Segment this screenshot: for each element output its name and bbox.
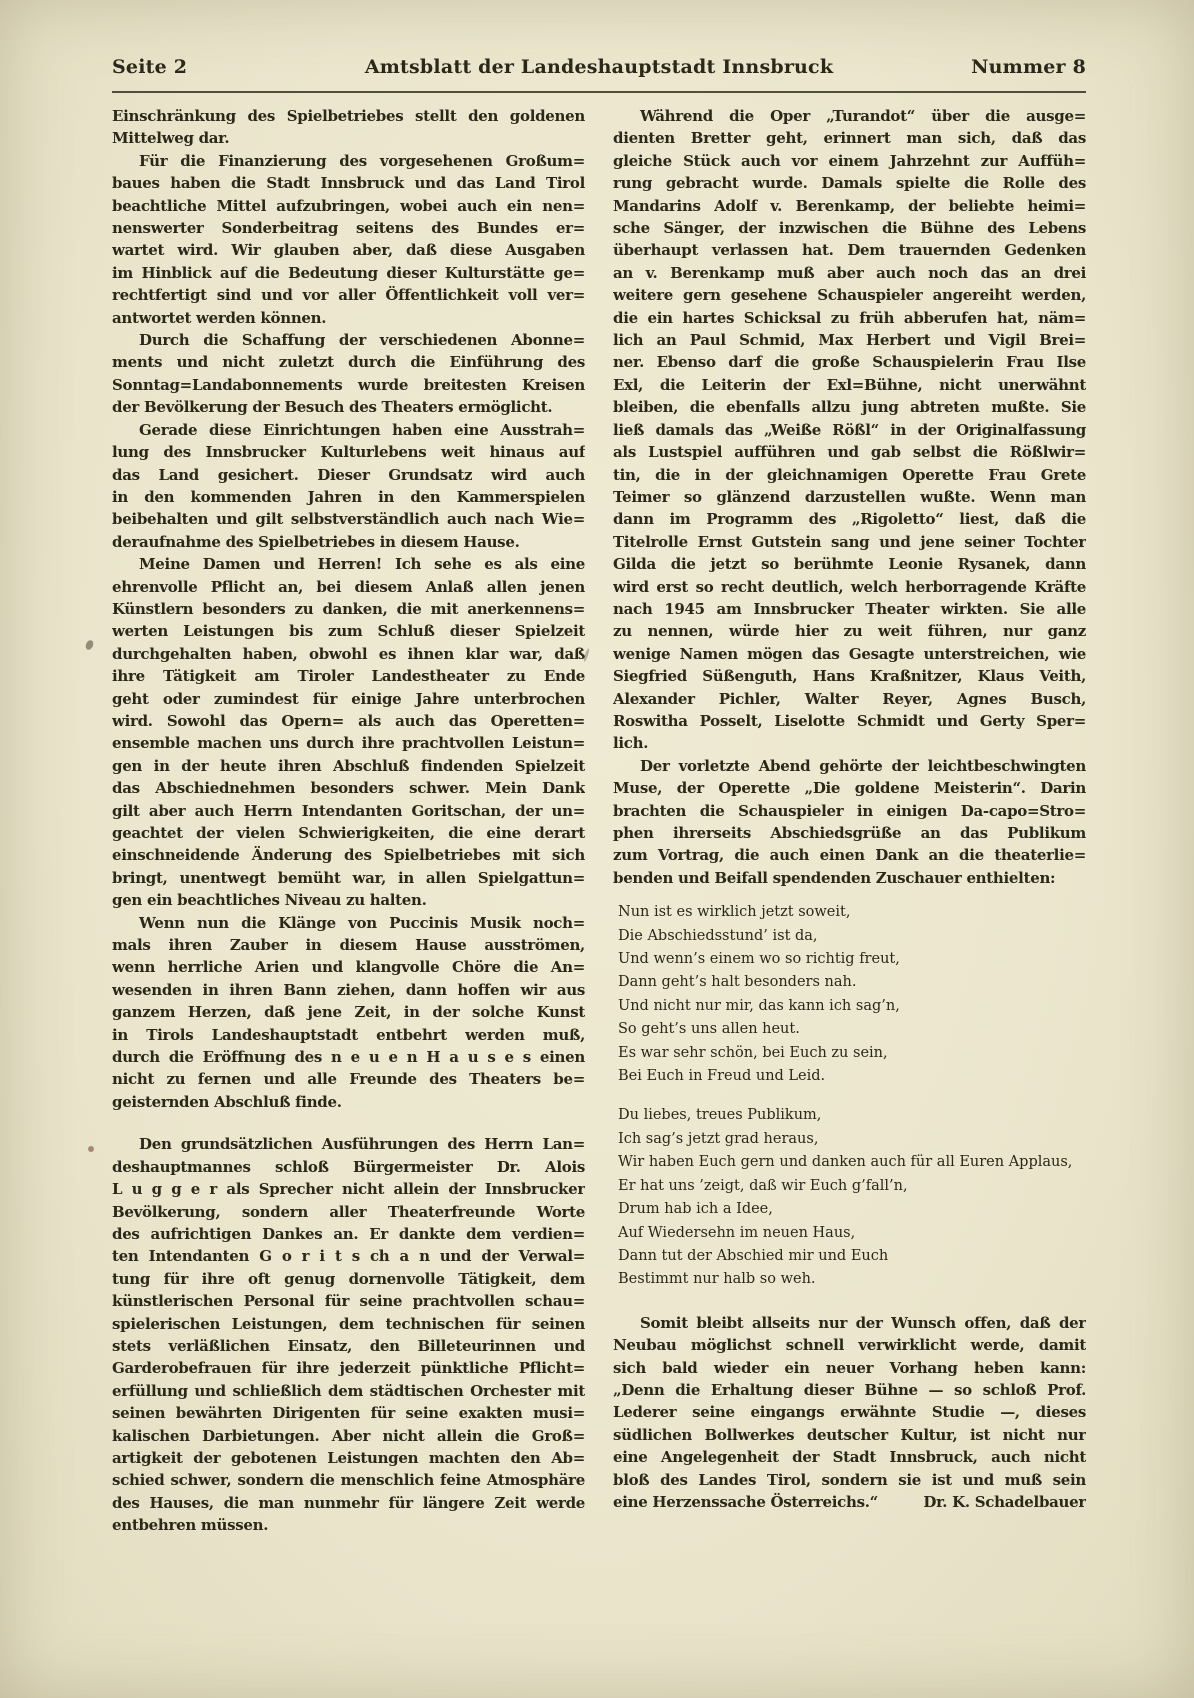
paragraph xyxy=(112,419,585,553)
text-line: Bevölkerung, sondern aller Theaterfreunde Worte xyxy=(112,1202,585,1221)
text-line: Der vorletzte Abend gehörte der leichtbeschwingten xyxy=(640,756,1086,775)
article-body xyxy=(112,105,1086,1537)
text-line: Während die Oper „Turandot“ über die ausge= xyxy=(640,107,1086,125)
text-line: dann im Programm des „Rigoletto“ liest, daß die xyxy=(613,510,1086,529)
text-line: deraufnahme des Spielbetriebes in diesem Hause. xyxy=(112,532,520,551)
text-line: ments und nicht zuletzt durch die Einführung des xyxy=(112,353,585,372)
paragraph xyxy=(613,105,1086,755)
left-column xyxy=(112,105,585,1537)
text-line: Für die Finanzierung des vorgesehenen Großum= xyxy=(139,151,585,170)
right-column xyxy=(613,105,1086,1537)
text-line: mals ihren Zauber in diesem Hause ausströmen, xyxy=(112,936,585,955)
text-line: gleiche Stück auch vor einem Jahrzehnt zur Auffüh= xyxy=(613,151,1086,170)
text-line: der Bevölkerung der Besuch des Theaters ermöglicht. xyxy=(112,398,553,417)
text-line: Drum hab ich a Idee, xyxy=(618,1201,773,1218)
paragraph xyxy=(112,150,585,329)
text-line: als Lustspiel aufführen und gab selbst die Rößlwir= xyxy=(613,443,1086,462)
text-line: phen ihrerseits Abschiedsgrüße an das Publikum xyxy=(613,824,1086,842)
text-line: seinen bewährten Dirigenten für seine exakten musi= xyxy=(112,1404,585,1423)
page-number: Seite 2 xyxy=(112,56,188,78)
text-line: So geht’s uns allen heut. xyxy=(618,1021,800,1038)
page-header xyxy=(112,56,1086,78)
text-line: Alexander Pichler, Walter Reyer, Agnes Busch, xyxy=(613,689,1086,708)
text-line: Somit bleibt allseits nur der Wunsch offen, daß der xyxy=(640,1313,1086,1332)
text-line: ner. Ebenso darf die große Schauspielerin Frau Ilse xyxy=(613,353,1086,372)
text-line: werten Leistungen bis zum Schluß dieser Spielzeit xyxy=(112,622,585,641)
text-line: Gerade diese Einrichtungen haben eine Ausstrah= xyxy=(139,420,585,439)
text-line: Nun ist es wirklich jetzt soweit, xyxy=(618,904,851,921)
text-line: Und nicht nur mir, das kann ich sag’n, xyxy=(618,997,900,1014)
text-line: künstlerischen Personal für seine prachtvollen schau= xyxy=(112,1292,585,1311)
text-line: ließ damals das „Weiße Rößl“ in der Originalfassung xyxy=(613,420,1086,439)
text-line: geachtet der vielen Schwierigkeiten, die eine derart xyxy=(112,824,585,842)
text-line: deshauptmannes schloß Bürgermeister Dr. Alois xyxy=(112,1157,585,1176)
paragraph xyxy=(112,553,585,912)
text-line: an v. Berenkamp muß aber auch noch das an drei xyxy=(613,263,1086,282)
text-line: stets verläßlichen Einsatz, den Billeteurinnen und xyxy=(112,1336,585,1355)
text-line: schied schwer, sondern die menschlich feine Atmosphäre xyxy=(112,1471,585,1490)
text-line: Du liebes, treues Publikum, xyxy=(618,1107,822,1124)
text-line: kalischen Darbietungen. Aber nicht allein die Groß= xyxy=(112,1426,585,1445)
text-line: Sonntag=Landabonnements wurde breitesten Kreisen xyxy=(112,375,585,394)
text-line: durch die Eröffnung des n e u e n H a u s e s einen xyxy=(112,1048,585,1067)
text-line: wird erst so recht deutlich, welch herborragende Kräfte xyxy=(613,577,1086,596)
text-line: ganzem Herzen, daß jene Zeit, in der solche Kunst xyxy=(112,1003,585,1022)
text-line: eine Angelegenheit der Stadt Innsbruck, auch nicht xyxy=(613,1448,1086,1467)
text-line: nenswerter Sonderbeitrag seitens des Bundes er= xyxy=(112,219,585,238)
paragraph xyxy=(613,1312,1086,1514)
text-line: die ein hartes Schicksal zu früh abberufen hat, näm= xyxy=(613,308,1086,327)
text-line: erfüllung und schließlich dem städtischen Orchester mit xyxy=(112,1381,585,1400)
text-line: Gilda die jetzt so berühmte Leonie Rysanek, dann xyxy=(613,555,1086,574)
text-line: Auf Wiedersehn im neuen Haus, xyxy=(618,1224,856,1241)
text-line: Wir haben Euch gern und danken auch für all Euren Applaus, xyxy=(618,1154,1073,1171)
paragraph xyxy=(112,912,585,1114)
text-line: rung gebracht wurde. Damals spielte die Rolle des xyxy=(613,174,1086,193)
text-line: bloß des Landes Tirol, sondern sie ist und muß sein xyxy=(613,1470,1086,1489)
issue-number: Nummer 8 xyxy=(971,56,1086,78)
text-line: Künstlern besonders zu danken, die mit anerkennens= xyxy=(112,599,585,618)
text-line: „Denn die Erhaltung dieser Bühne — so schloß Prof. xyxy=(613,1380,1086,1399)
text-line: gilt aber auch Herrn Intendanten Goritschan, der un= xyxy=(112,801,585,820)
text-line: baues haben die Stadt Innsbruck und das Land Tirol xyxy=(112,174,585,193)
text-line: ehrenvolle Pflicht an, bei diesem Anlaß allen jenen xyxy=(112,577,585,596)
text-line: lung des Innsbrucker Kulturlebens weit hinaus auf xyxy=(112,443,585,462)
text-line: Bei Euch in Freud und Leid. xyxy=(618,1068,826,1085)
text-line: das Abschiednehmen besonders schwer. Mein Dank xyxy=(112,779,585,798)
text-line: Dann geht’s halt besonders nah. xyxy=(618,974,857,991)
text-line: artigkeit der gebotenen Leistungen machten den Ab= xyxy=(112,1448,585,1467)
text-line: Roswitha Posselt, Liselotte Schmidt und Gerty Sper= xyxy=(613,711,1086,730)
text-line: des Hauses, die man nunmehr für längere Zeit werde xyxy=(112,1493,585,1512)
text-line: in den kommenden Jahren in den Kammerspielen xyxy=(112,487,585,506)
text-line: Er hat uns ’zeigt, daß wir Euch g’fall’n, xyxy=(618,1177,908,1194)
text-line: überhaupt verlassen hat. Dem trauernden Gedenken xyxy=(613,241,1086,260)
text-line: brachten die Schauspieler in einigen Da-capo=Stro= xyxy=(613,801,1086,820)
text-line: Muse, der Operette „Die goldene Meisterin“. Darin xyxy=(613,779,1086,798)
text-line: zum Vortrag, die auch einen Dank an die theaterlie= xyxy=(613,846,1086,865)
text-line: nach 1945 am Innsbrucker Theater wirkten. Sie alle xyxy=(613,599,1086,618)
scan-speck xyxy=(88,1146,94,1152)
text-line: rechtfertigt sind und vor aller Öffentlichkeit voll ver= xyxy=(112,286,585,305)
text-line: Meine Damen und Herren! Ich sehe es als eine xyxy=(139,555,585,574)
text-line: ensemble machen uns durch ihre prachtvollen Leistun= xyxy=(112,734,585,753)
paragraph xyxy=(112,1133,585,1536)
text-line: Mittelweg dar. xyxy=(112,129,230,148)
header-rule xyxy=(112,91,1086,93)
text-line: gen ein beachtliches Niveau zu halten. xyxy=(112,891,427,910)
text-line: wenige Namen mögen das Gesagte unterstreichen, wie xyxy=(613,644,1086,663)
text-line: lich an Paul Schmid, Max Herbert und Vigil Brei= xyxy=(613,331,1086,350)
text-line: dienten Bretter geht, erinnert man sich, daß das xyxy=(613,129,1086,148)
text-line xyxy=(613,1491,1086,1513)
text-line: nicht zu fernen und alle Freunde des Theaters be= xyxy=(112,1070,585,1089)
text-line: Wenn nun die Klänge von Puccinis Musik noch= xyxy=(139,913,585,932)
text-line: Die Abschiedsstund’ ist da, xyxy=(618,927,818,944)
text-line: ihre Tätigkeit am Tiroler Landestheater zu Ende xyxy=(112,667,585,686)
text-line: wartet wird. Wir glauben aber, daß diese Ausgaben xyxy=(112,241,585,260)
verse-stanza xyxy=(618,1104,1086,1291)
text-line: sche Sänger, der inzwischen die Bühne des Lebens xyxy=(613,219,1086,238)
text-line: südlichen Bollwerkes deutscher Kultur, ist nicht nur xyxy=(613,1425,1086,1444)
text-line: Bestimmt nur halb so weh. xyxy=(618,1271,816,1288)
paragraph xyxy=(112,105,585,150)
text-line: wird. Sowohl das Opern= als auch das Operetten= xyxy=(112,711,585,730)
text-line: Ich sag’s jetzt grad heraus, xyxy=(618,1130,819,1147)
text-line-end: eine Herzenssache Österreichs.“ xyxy=(613,1492,878,1511)
paragraph xyxy=(613,755,1086,889)
text-line: benden und Beifall spendenden Zuschauer enthielten: xyxy=(613,868,1056,887)
text-line: Neubau möglichst schnell verwirklicht werde, damit xyxy=(613,1336,1086,1355)
text-line: bleiben, die ebenfalls allzu jung abtreten mußte. Sie xyxy=(613,398,1086,417)
scan-speck xyxy=(84,639,94,651)
text-line: im Hinblick auf die Bedeutung dieser Kulturstätte ge= xyxy=(112,263,585,282)
text-line: Es war sehr schön, bei Euch zu sein, xyxy=(618,1044,888,1061)
text-line: geht oder zumindest für einige Jahre unterbrochen xyxy=(112,689,585,708)
text-line: Den grundsätzlichen Ausführungen des Herrn Lan= xyxy=(139,1135,585,1154)
text-line: beachtliche Mittel aufzubringen, wobei auch ein nen= xyxy=(112,196,585,215)
text-line: des aufrichtigen Dankes an. Er dankte dem verdien= xyxy=(112,1224,585,1243)
text-line: bringt, unentwegt bemüht war, in allen Spielgattun= xyxy=(112,868,585,887)
text-line: ten Intendanten G o r i t s ch a n und der Verwal= xyxy=(112,1247,585,1266)
text-line: gen in der heute ihren Abschluß findenden Spielzeit xyxy=(112,756,585,775)
text-line: Und wenn’s einem wo so richtig freut, xyxy=(618,951,900,968)
text-line: Lederer seine eingangs erwähnte Studie —, dieses xyxy=(613,1403,1086,1422)
text-line: antwortet werden können. xyxy=(112,308,327,327)
text-line: Teimer so glänzend darzustellen wußte. Wenn man xyxy=(613,487,1086,506)
author-signature: Dr. K. Schadelbauer xyxy=(923,1492,1086,1511)
text-line: L u g g e r als Sprecher nicht allein der Innsbrucker xyxy=(112,1180,585,1199)
publication-title: Amtsblatt der Landeshauptstadt Innsbruck xyxy=(364,56,834,78)
text-line: entbehren müssen. xyxy=(112,1516,269,1535)
text-line: zu nennen, würde hier zu weit führen, nur ganz xyxy=(613,622,1086,641)
text-line: durchgehalten haben, obwohl es ihnen klar war, daß xyxy=(112,644,585,663)
text-line: einschneidende Änderung des Spielbetriebes mit sich xyxy=(112,846,585,865)
text-line: Titelrolle Ernst Gutstein sang und jene seiner Tochter xyxy=(613,532,1086,551)
text-line: geisternden Abschluß finde. xyxy=(112,1092,342,1111)
text-line: in Tirols Landeshauptstadt entbehrt werden muß, xyxy=(112,1025,585,1044)
text-line: beibehalten und gilt selbstverständlich auch nach Wie= xyxy=(112,510,585,529)
text-line: tung für ihre oft genug dornenvolle Tätigkeit, dem xyxy=(112,1269,585,1288)
text-line: tin, die in der gleichnamigen Operette Frau Grete xyxy=(613,465,1086,484)
text-line: das Land gesichert. Dieser Grundsatz wird auch xyxy=(112,465,585,484)
text-line: spielerischen Leistungen, dem technischen für seinen xyxy=(112,1314,585,1333)
text-line: Garderobefrauen für ihre jederzeit pünktliche Pflicht= xyxy=(112,1359,585,1378)
text-line: lich. xyxy=(613,734,649,753)
text-line: weitere gern gesehene Schauspieler angereiht werden, xyxy=(613,286,1086,305)
text-line: Einschränkung des Spielbetriebes stellt den goldenen xyxy=(112,107,585,125)
text-line: sich bald wieder ein neuer Vorhang heben kann: xyxy=(613,1358,1086,1377)
paragraph xyxy=(112,329,585,419)
text-line: Mandarins Adolf v. Berenkamp, der beliebte heimi= xyxy=(613,196,1086,215)
text-line: wesenden in ihren Bann ziehen, dann hoffen wir aus xyxy=(112,980,585,999)
text-line: Durch die Schaffung der verschiedenen Abonne= xyxy=(139,331,585,350)
text-line: Dann tut der Abschied mir und Euch xyxy=(618,1247,889,1264)
text-line: Siegfried Süßenguth, Hans Kraßnitzer, Klaus Veith, xyxy=(613,667,1086,686)
text-line: wenn herrliche Arien und klangvolle Chöre die An= xyxy=(112,958,585,977)
text-line: Exl, die Leiterin der Exl=Bühne, nicht unerwähnt xyxy=(613,375,1086,394)
verse-stanza xyxy=(618,901,1086,1088)
